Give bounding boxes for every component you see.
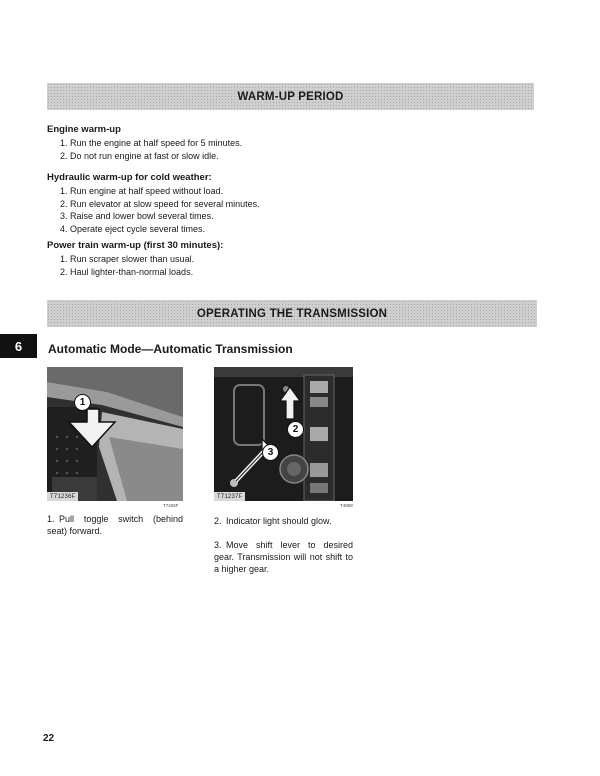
engine-warmup-heading: Engine warm-up xyxy=(47,124,121,135)
list-item: 1. Run engine at half speed without load. xyxy=(60,186,224,196)
photo-code: T71236F xyxy=(47,492,78,501)
hydraulic-warmup-list xyxy=(60,185,260,235)
page-title: Automatic Mode—Automatic Transmission xyxy=(48,342,293,356)
callout-1: 1 xyxy=(74,394,91,411)
step-text: Indicator light should glow. xyxy=(226,516,332,526)
step-number: 1. xyxy=(47,514,55,524)
step-number: 2. xyxy=(214,516,222,526)
step-number: 3. xyxy=(214,540,222,550)
figure-number: T7426F xyxy=(163,503,179,508)
toggle-switch-illustration xyxy=(47,367,183,501)
toggle-switch-photo xyxy=(47,367,183,501)
list-item: 1. Run the engine at half speed for 5 minutes. xyxy=(60,138,243,148)
hydraulic-warmup-heading: Hydraulic warm-up for cold weather: xyxy=(47,172,212,183)
section-banner-warmup xyxy=(47,83,534,110)
step-3 xyxy=(214,539,353,575)
list-item: 2. Do not run engine at fast or slow idle. xyxy=(60,150,219,161)
step-1 xyxy=(47,513,183,537)
step-text: Move shift lever to desired gear. Transmission will not shift to a higher gear. xyxy=(214,540,353,574)
figure-number: T4958 xyxy=(340,503,353,508)
list-item: 3. Raise and lower bowl several times. xyxy=(60,211,214,222)
step-text: Pull toggle switch (behind seat) forward. xyxy=(47,514,183,536)
powertrain-warmup-list xyxy=(60,253,194,278)
list-item: 4. Operate eject cycle several times. xyxy=(60,223,206,234)
photo-code: T71237F xyxy=(214,492,245,501)
section-banner-transmission xyxy=(47,300,537,327)
engine-warmup-list xyxy=(60,137,242,162)
list-item: 2. Haul lighter-than-normal loads. xyxy=(60,266,194,277)
powertrain-warmup-heading: Power train warm-up (first 30 minutes): xyxy=(47,240,224,251)
indicator-shift-photo xyxy=(214,367,353,501)
callout-3: 3 xyxy=(262,444,279,461)
page-number: 22 xyxy=(43,733,55,744)
chapter-tab: 6 xyxy=(0,334,37,358)
list-item: 1. Run scraper slower than usual. xyxy=(60,254,195,264)
step-2 xyxy=(214,515,353,527)
section-banner-title: WARM-UP PERIOD xyxy=(237,90,344,103)
section-banner-title: OPERATING THE TRANSMISSION xyxy=(196,307,388,320)
list-item: 2. Run elevator at slow speed for several minutes. xyxy=(60,198,260,209)
shift-panel-illustration xyxy=(214,367,353,501)
callout-2: 2 xyxy=(287,421,304,438)
